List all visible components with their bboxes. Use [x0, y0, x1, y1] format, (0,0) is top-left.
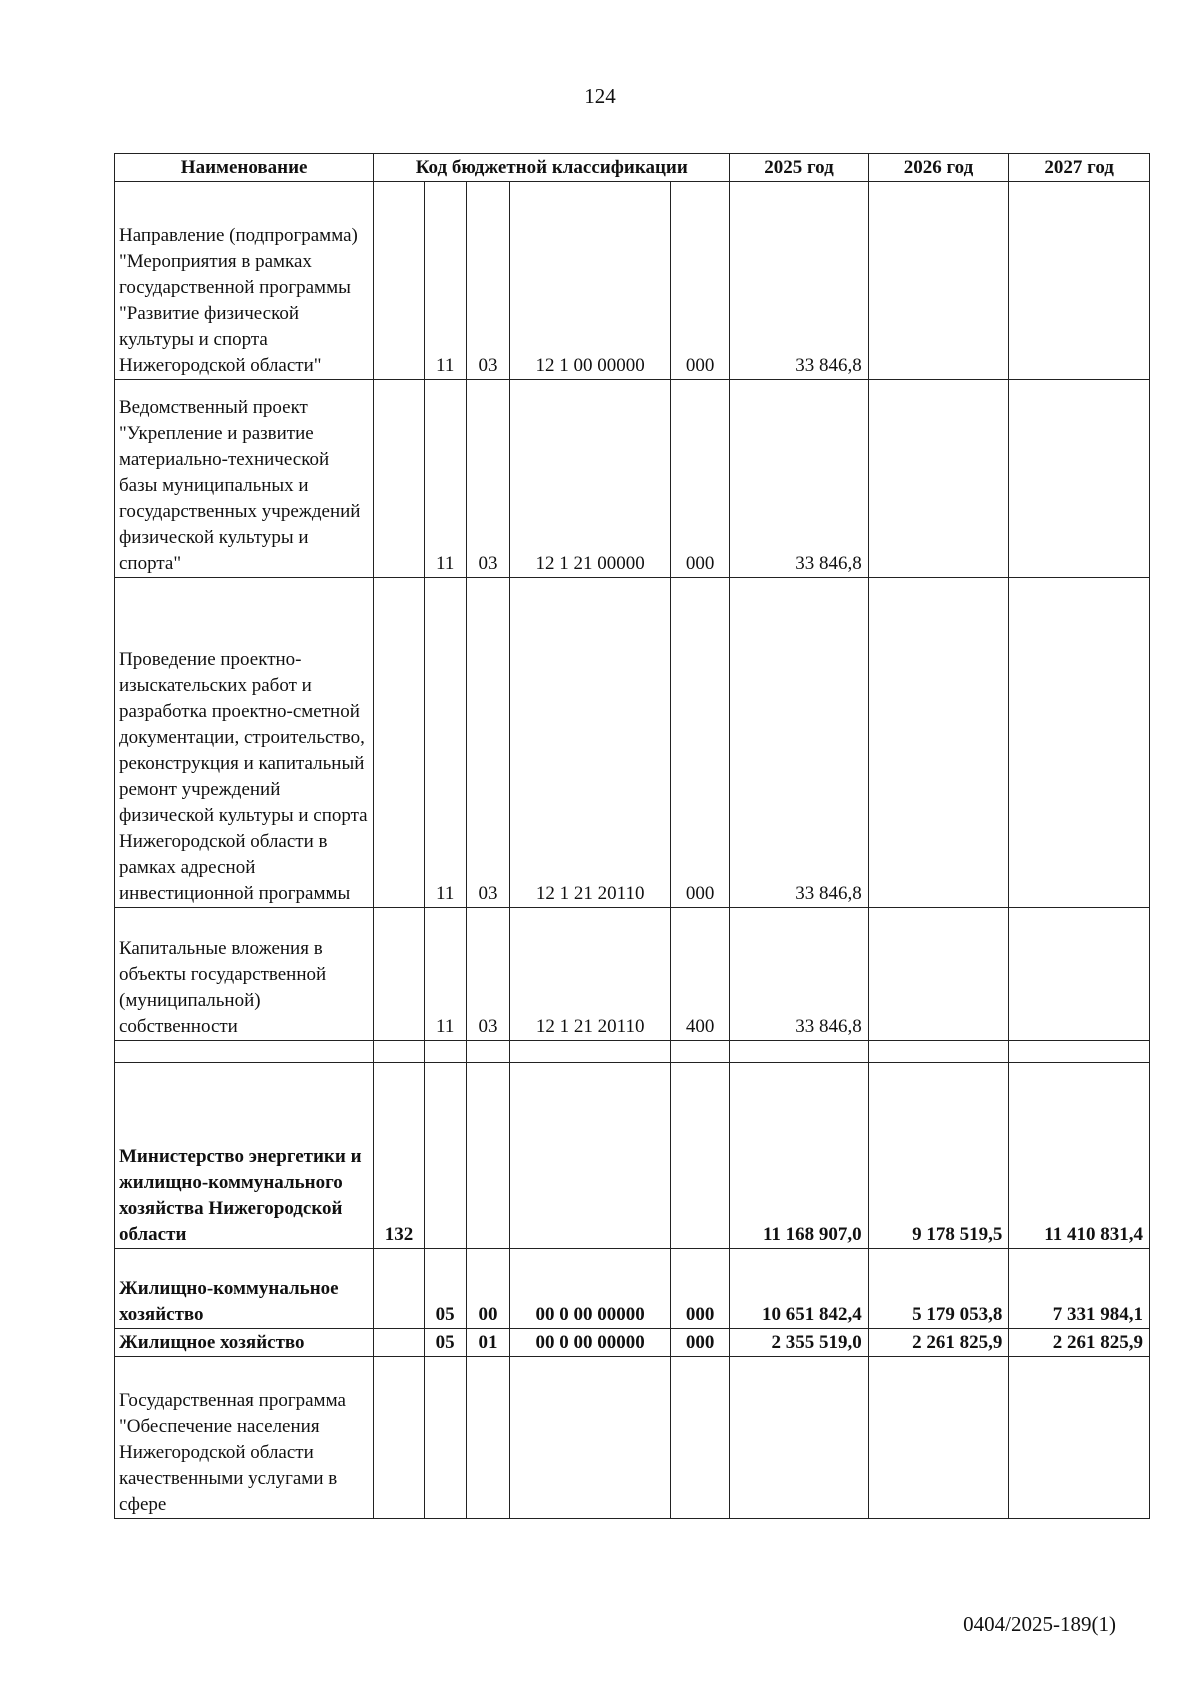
table-row-spacer — [115, 1041, 1150, 1063]
table-row — [115, 908, 1150, 1041]
table-row — [115, 1249, 1150, 1329]
row-2026 — [868, 1041, 1009, 1063]
row-section: 05 — [424, 1249, 466, 1329]
row-2027 — [1009, 1041, 1150, 1063]
table-row — [115, 1063, 1150, 1249]
row-subsection: 03 — [466, 908, 510, 1041]
row-2026 — [868, 1357, 1009, 1519]
row-target-code: 12 1 00 00000 — [510, 182, 670, 380]
row-2026 — [868, 380, 1009, 578]
row-section: 11 — [424, 578, 466, 908]
row-2026 — [868, 578, 1009, 908]
row-org-code — [374, 1329, 425, 1357]
row-expense-type — [670, 1357, 729, 1519]
row-name: Государственная программа "Обеспечение населения Нижегородской области качественными услугами в сфере — [115, 1357, 374, 1519]
row-name: Жилищное хозяйство — [115, 1329, 374, 1357]
row-target-code — [510, 1041, 670, 1063]
row-2027 — [1009, 1357, 1150, 1519]
row-2027 — [1009, 182, 1150, 380]
row-org-code — [374, 578, 425, 908]
row-subsection — [466, 1063, 510, 1249]
table-header-row — [115, 154, 1150, 182]
row-org-code: 132 — [374, 1063, 425, 1249]
row-name — [115, 1041, 374, 1063]
row-2027 — [1009, 908, 1150, 1041]
row-section — [424, 1041, 466, 1063]
row-2027: 11 410 831,4 — [1009, 1063, 1150, 1249]
row-name: Министерство энергетики и жилищно-коммунального хозяйства Нижегородской области — [115, 1063, 374, 1249]
row-2026 — [868, 182, 1009, 380]
row-2025: 33 846,8 — [730, 578, 868, 908]
row-target-code — [510, 1357, 670, 1519]
row-org-code — [374, 1249, 425, 1329]
header-code: Код бюджетной классификации — [374, 154, 730, 182]
row-subsection — [466, 1041, 510, 1063]
header-name: Наименование — [115, 154, 374, 182]
row-name: Проведение проектно-изыскательских работ и разработка проектно-сметной документации, строительство, реконструкция и капитальный ремонт учреждений физической культуры и спорта Нижегородской области в рамках адресной инвестиционной программы — [115, 578, 374, 908]
row-expense-type — [670, 1063, 729, 1249]
row-2025: 10 651 842,4 — [730, 1249, 868, 1329]
row-name: Ведомственный проект "Укрепление и развитие материально-технической базы муниципальных и государственных учреждений физической культуры и спорта" — [115, 380, 374, 578]
row-2025: 2 355 519,0 — [730, 1329, 868, 1357]
row-section: 11 — [424, 908, 466, 1041]
header-2025: 2025 год — [730, 154, 868, 182]
row-2026 — [868, 908, 1009, 1041]
row-section: 11 — [424, 380, 466, 578]
row-target-code — [510, 1063, 670, 1249]
row-expense-type: 000 — [670, 182, 729, 380]
row-org-code — [374, 380, 425, 578]
row-org-code — [374, 182, 425, 380]
row-2026: 2 261 825,9 — [868, 1329, 1009, 1357]
row-subsection: 01 — [466, 1329, 510, 1357]
table-row — [115, 182, 1150, 380]
row-expense-type: 000 — [670, 578, 729, 908]
table-row — [115, 1329, 1150, 1357]
row-target-code: 12 1 21 20110 — [510, 908, 670, 1041]
row-2025: 11 168 907,0 — [730, 1063, 868, 1249]
row-2025: 33 846,8 — [730, 182, 868, 380]
row-expense-type — [670, 1041, 729, 1063]
table-row — [115, 578, 1150, 908]
row-expense-type: 000 — [670, 1249, 729, 1329]
row-target-code: 12 1 21 20110 — [510, 578, 670, 908]
row-expense-type: 400 — [670, 908, 729, 1041]
row-name: Жилищно-коммунальное хозяйство — [115, 1249, 374, 1329]
row-2025: 33 846,8 — [730, 380, 868, 578]
row-org-code — [374, 908, 425, 1041]
row-name: Направление (подпрограмма) "Мероприятия в рамках государственной программы "Развитие физической культуры и спорта Нижегородской области" — [115, 182, 374, 380]
row-target-code: 12 1 21 00000 — [510, 380, 670, 578]
row-expense-type: 000 — [670, 380, 729, 578]
row-subsection: 03 — [466, 182, 510, 380]
row-target-code: 00 0 00 00000 — [510, 1329, 670, 1357]
header-2026: 2026 год — [868, 154, 1009, 182]
row-subsection — [466, 1357, 510, 1519]
row-name: Капитальные вложения в объекты государственной (муниципальной) собственности — [115, 908, 374, 1041]
page-number: 124 — [584, 84, 616, 108]
header-2027: 2027 год — [1009, 154, 1150, 182]
row-section — [424, 1063, 466, 1249]
row-2025: 33 846,8 — [730, 908, 868, 1041]
row-2027: 2 261 825,9 — [1009, 1329, 1150, 1357]
row-2027 — [1009, 578, 1150, 908]
row-section — [424, 1357, 466, 1519]
row-section: 05 — [424, 1329, 466, 1357]
document-registration-code: 0404/2025-189(1) — [963, 1612, 1116, 1636]
row-target-code: 00 0 00 00000 — [510, 1249, 670, 1329]
row-2027: 7 331 984,1 — [1009, 1249, 1150, 1329]
row-expense-type: 000 — [670, 1329, 729, 1357]
row-2025 — [730, 1357, 868, 1519]
table-row — [115, 380, 1150, 578]
row-2025 — [730, 1041, 868, 1063]
row-subsection: 03 — [466, 380, 510, 578]
budget-table — [114, 153, 1150, 1519]
row-subsection: 00 — [466, 1249, 510, 1329]
row-2026: 9 178 519,5 — [868, 1063, 1009, 1249]
row-subsection: 03 — [466, 578, 510, 908]
row-2026: 5 179 053,8 — [868, 1249, 1009, 1329]
row-2027 — [1009, 380, 1150, 578]
table-row — [115, 1357, 1150, 1519]
row-section: 11 — [424, 182, 466, 380]
row-org-code — [374, 1041, 425, 1063]
row-org-code — [374, 1357, 425, 1519]
